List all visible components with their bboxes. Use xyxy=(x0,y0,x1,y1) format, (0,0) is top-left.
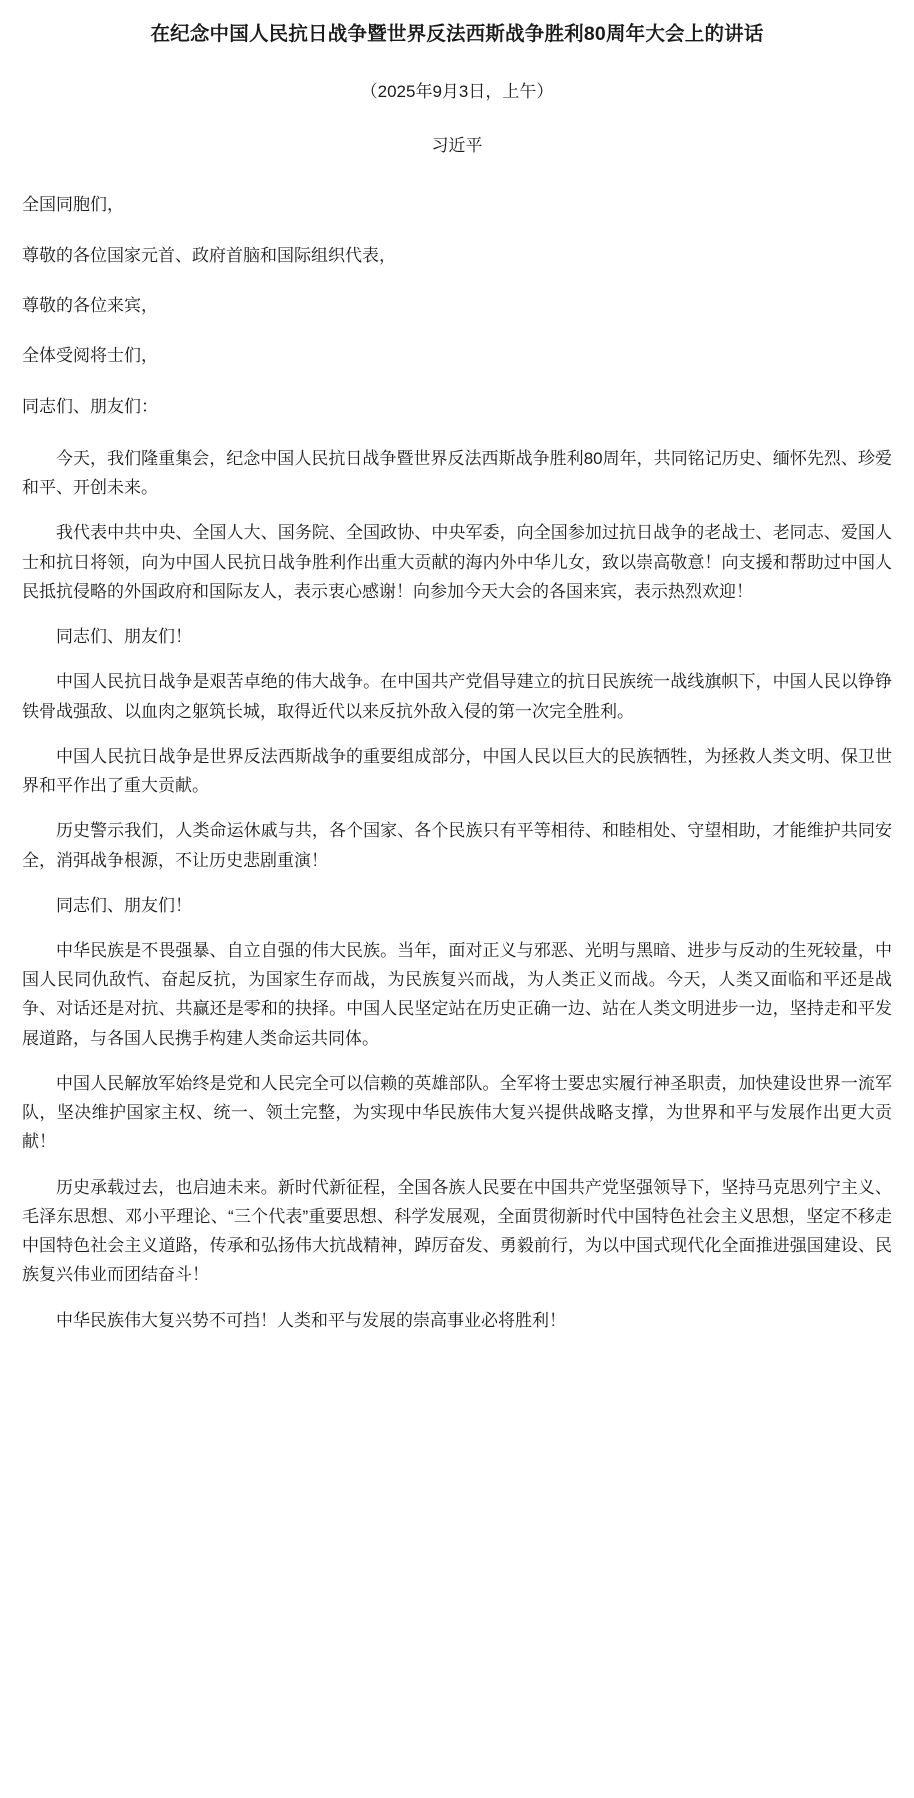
document-author: 习近平 xyxy=(431,135,483,155)
body-paragraph: 中国人民抗日战争是艰苦卓绝的伟大战争。在中国共产党倡导建立的抗日民族统一战线旗帜下，中国人民以铮铮铁骨战强敌、以血肉之躯筑长城，取得近代以来反抗外敌入侵的第一次完全胜利。 xyxy=(22,672,892,721)
body-paragraph: 历史承载过去，也启迪未来。新时代新征程，全国各族人民要在中国共产党坚强领导下，坚持马克思列宁主义、毛泽东思想、邓小平理论、“三个代表”重要思想、科学发展观，全面贯彻新时代中国特色社会主义思想，坚定不移走中国特色社会主义道路，传承和弘扬伟大抗战精神，踔厉奋发、勇毅前行，为以中国式现代化全面推进强国建设、民族复兴伟业而团结奋斗！ xyxy=(22,1177,892,1285)
body-paragraph: 中华民族伟大复兴势不可挡！人类和平与发展的崇高事业必将胜利！ xyxy=(56,1310,566,1330)
body-paragraph: 中国人民解放军始终是党和人民完全可以信赖的英雄部队。全军将士要忠实履行神圣职责，加快建设世界一流军队，坚决维护国家主权、统一、领土完整，为实现中华民族伟大复兴提供战略支撑，为世界和平与发展作出更大贡献！ xyxy=(22,1073,892,1152)
salutation-line: 全国同胞们， xyxy=(22,195,124,215)
body-paragraph: 历史警示我们，人类命运休戚与共，各个国家、各个民族只有平等相待、和睦相处、守望相助，才能维护共同安全，消弭战争根源，不让历史悲剧重演！ xyxy=(22,821,892,870)
document-date: （2025年9月3日，上午） xyxy=(360,82,554,102)
salutation-line: 同志们、朋友们： xyxy=(22,396,158,416)
body-paragraph: 中国人民抗日战争是世界反法西斯战争的重要组成部分，中国人民以巨大的民族牺牲，为拯救人类文明、保卫世界和平作出了重大贡献。 xyxy=(22,746,892,796)
salutation-line: 尊敬的各位来宾， xyxy=(22,295,158,315)
body-paragraph: 中华民族是不畏强暴、自立自强的伟大民族。当年，面对正义与邪恶、光明与黑暗、进步与反动的生死较量，中国人民同仇敌忾、奋起反抗，为国家生存而战，为民族复兴而战，为人类正义而战。今天，人类又面临和平还是战争、对话还是对抗、共赢还是零和的抉择。中国人民坚定站在历史正确一边、站在人类文明进步一边，坚持走和平发展道路，与各国人民携手构建人类命运共同体。 xyxy=(22,941,892,1048)
body-paragraph: 同志们、朋友们！ xyxy=(56,627,192,647)
page-title: 在纪念中国人民抗日战争暨世界反法西斯战争胜利80周年大会上的讲话 xyxy=(150,23,764,45)
document-body xyxy=(22,444,892,1335)
body-paragraph: 我代表中共中央、全国人大、国务院、全国政协、中央军委，向全国参加过抗日战争的老战士、老同志、爱国人士和抗日将领，向为中国人民抗日战争胜利作出重大贡献的海内外中华儿女，致以崇高敬意！向支援和帮助过中国人民抵抗侵略的外国政府和国际友人，表示衷心感谢！向参加今天大会的各国来宾，表示热烈欢迎！ xyxy=(22,523,892,601)
salutation-line: 尊敬的各位国家元首、政府首脑和国际组织代表， xyxy=(22,245,396,265)
body-paragraph: 同志们、朋友们！ xyxy=(56,895,192,915)
salutation-block xyxy=(22,192,892,420)
body-paragraph: 今天，我们隆重集会，纪念中国人民抗日战争暨世界反法西斯战争胜利80周年，共同铭记历史、缅怀先烈、珍爱和平、开创未来。 xyxy=(22,448,892,498)
salutation-line: 全体受阅将士们， xyxy=(22,346,158,366)
